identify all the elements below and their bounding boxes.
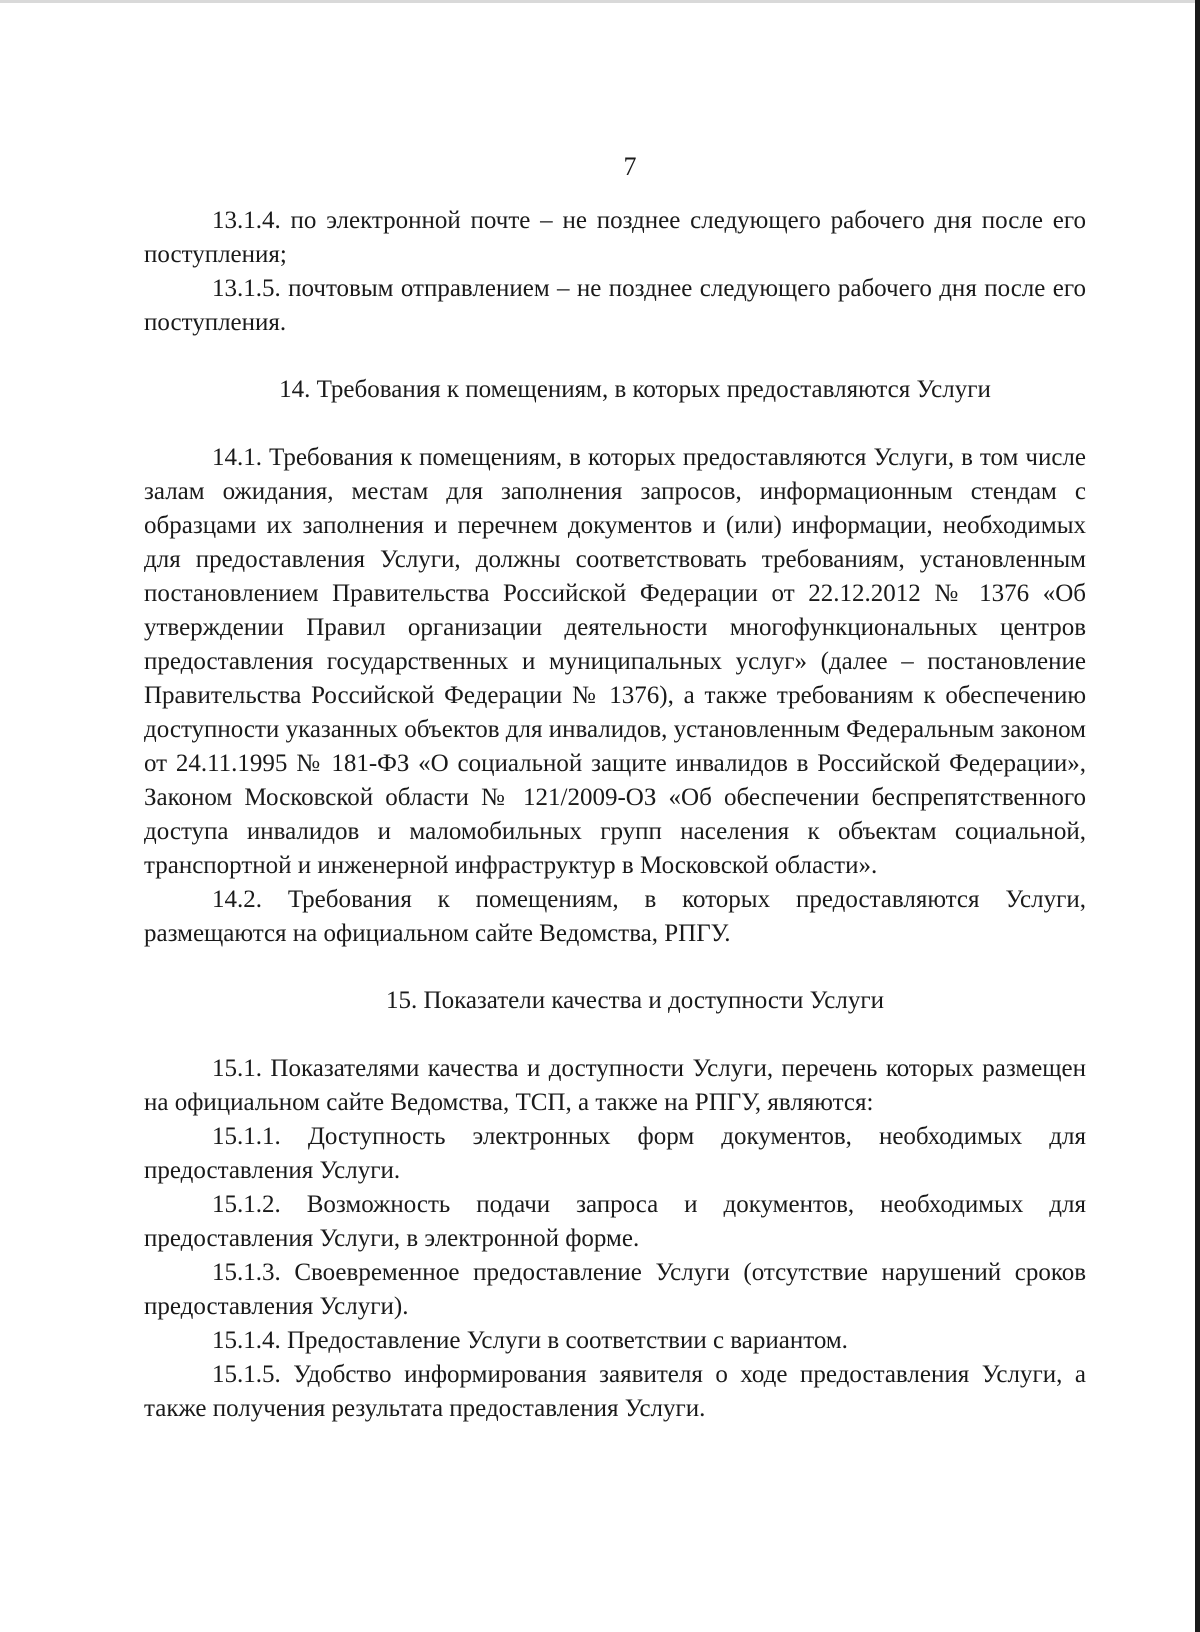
paragraph-15-1-3: 15.1.3. Своевременное предоставление Услуги (отсутствие нарушений сроков предоставления Услуги). [144, 1259, 1086, 1320]
paragraph-15-1-1: 15.1.1. Доступность электронных форм документов, необходимых для предоставления Услуги. [144, 1123, 1086, 1184]
scan-right-edge [1195, 0, 1200, 1632]
paragraph-14-1: 14.1. Требования к помещениям, в которых предоставляются Услуги, в том числе залам ожидания, местам для заполнения запросов, информационным стендам с образцами их заполнения и перечнем документов и (или) информации, необходимых для предоставления Услуги, должны соответствовать требованиям, установленным постановлением Правительства Российской Федерации от 22.12.2012 № 1376 «Об утверждении Правил организации деятельности многофункциональных центров предоставления государственных и муниципальных услуг» (далее – постановление Правительства Российской Федерации № 1376), а также требованиям к обеспечению доступности указанных объектов для инвалидов, установленным Федеральным законом от 24.11.1995 № 181-ФЗ «О социальной защите инвалидов в Российской Федерации», Законом Московской области № 121/2009-ОЗ «Об обеспечении беспрепятственного доступа инвалидов и маломобильных групп населения к объектам социальной, транспортной и инженерной инфраструктур в Московской области». [144, 444, 1086, 879]
paragraph-15-1: 15.1. Показателями качества и доступности Услуги, перечень которых размещен на официальном сайте Ведомства, ТСП, а также на РПГУ, являются: [144, 1055, 1086, 1116]
document-page [144, 150, 1086, 1426]
paragraph-15-1-4: 15.1.4. Предоставление Услуги в соответствии с вариантом. [212, 1327, 848, 1354]
section-heading-15: 15. Показатели качества и доступности Услуги [386, 987, 884, 1014]
page-number: 7 [623, 152, 637, 181]
scan-top-edge [0, 0, 1200, 3]
paragraph-14-2: 14.2. Требования к помещениям, в которых предоставляются Услуги, размещаются на официальном сайте Ведомства, РПГУ. [144, 886, 1086, 947]
paragraph-13-1-4: 13.1.4. по электронной почте – не позднее следующего рабочего дня после его поступления; [144, 207, 1086, 268]
paragraph-15-1-2: 15.1.2. Возможность подачи запроса и документов, необходимых для предоставления Услуги, в электронной форме. [144, 1191, 1086, 1252]
section-heading-14: 14. Требования к помещениям, в которых предоставляются Услуги [279, 376, 991, 403]
paragraph-15-1-5: 15.1.5. Удобство информирования заявителя о ходе предоставления Услуги, а также получения результата предоставления Услуги. [144, 1361, 1086, 1422]
paragraph-13-1-5: 13.1.5. почтовым отправлением – не позднее следующего рабочего дня после его поступления. [144, 275, 1086, 336]
